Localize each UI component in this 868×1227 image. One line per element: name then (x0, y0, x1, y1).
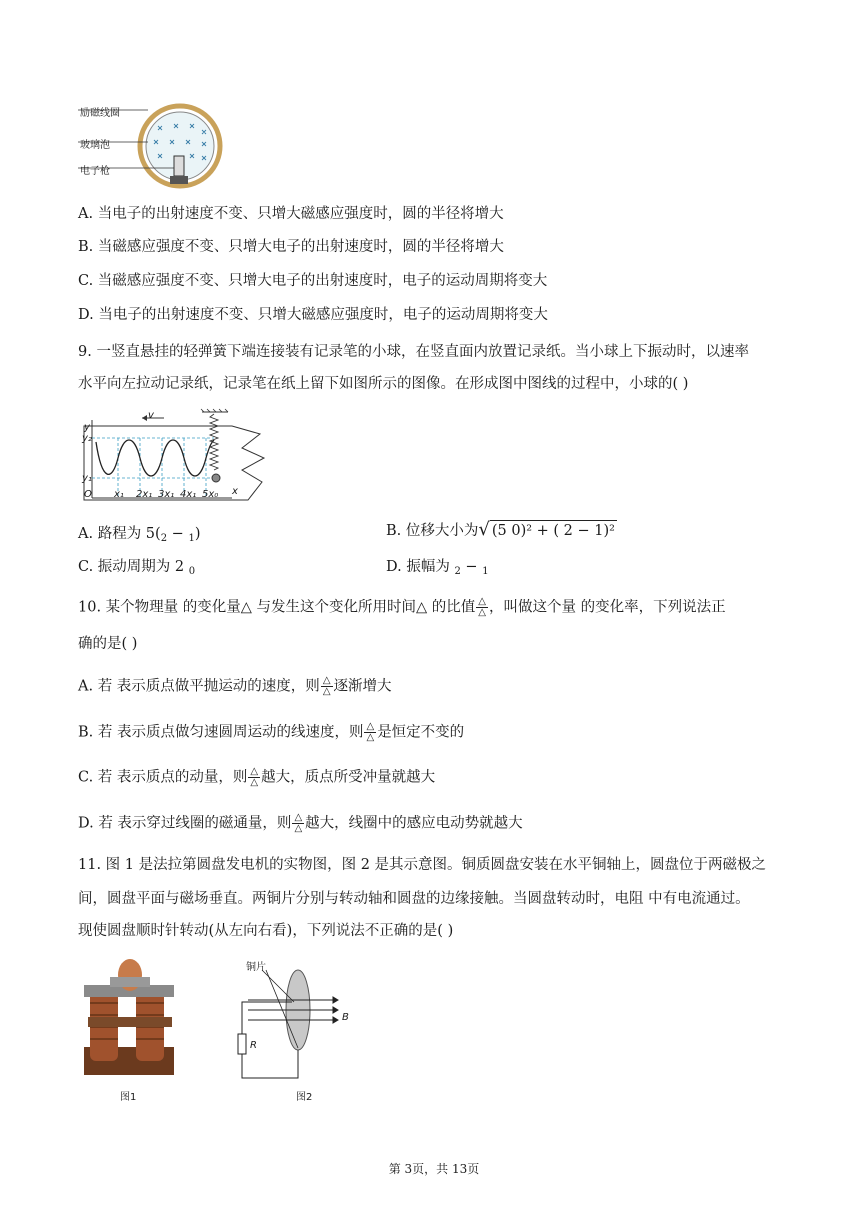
faraday-generator-photo (80, 955, 180, 1083)
q9-option-d: D. 振幅为 $_2$ − $_1$ (386, 559, 489, 577)
ball (212, 474, 220, 482)
q9-option-b: B. 位移大小为√ (5 0)² + ( 2 − 1)² (386, 519, 615, 540)
label-glass-bulb: 玻璃泡 (80, 140, 110, 151)
q9-option-c: C. 振动周期为 2 $_0$ (78, 559, 196, 577)
q10-option-b: B. 若 表示质点做匀速圆周运动的线速度，则 $\frac{\triangle}{\triangle}$ 是恒定不变的 (78, 721, 465, 743)
fraction: $\frac{\triangle}{\triangle}$ (366, 721, 375, 743)
fraction: $\frac{\triangle}{\triangle}$ (294, 812, 303, 834)
q9-option-a: A. 路程为 $5(_2 - _1)$ (78, 526, 201, 544)
tick-3x1: 3x₁ (158, 489, 175, 500)
fig2-label-copper: 铜片 (246, 962, 266, 973)
tick-x1: x₁ (114, 489, 124, 500)
fig2-caption: 图2 (296, 1092, 313, 1103)
q11-stem-line2: 间，圆盘平面与磁场垂直。两铜片分别与转动轴和圆盘的边缘接触。当圆盘转动时，电阻 中有电流通过。 (78, 891, 750, 907)
q10-stem-line1: 10. 某个物理量 的变化量△ 与发生这个变化所用时间△ 的比值 $\frac{\triangle}{\triangle}$ ，叫做这个量 的变化率，下列说法正 (78, 596, 726, 618)
electron-gun (174, 156, 184, 176)
label-v: v (148, 410, 154, 421)
q11-stem-line3: 现使圆盘顺时针转动(从左向右看)，下列说法不正确的是( ) (78, 923, 454, 939)
label-excitation-coil: 励磁线圈 (80, 108, 120, 119)
fig2-label-r: R (250, 1040, 257, 1051)
label-y-axis: y (84, 422, 90, 433)
q8-option-c: C. 当磁感应强度不变、只增大电子的出射速度时，电子的运动周期将变大 (78, 273, 548, 289)
q10-option-c: C. 若 表示质点的动量，则 $\frac{\triangle}{\triangle}$ 越大，质点所受冲量就越大 (78, 766, 436, 788)
fraction: $\frac{\triangle}{\triangle}$ (322, 675, 331, 697)
label-y2: y₂ (82, 433, 92, 444)
tick-5x0: 5x₀ (202, 489, 219, 500)
q11-stem-line1: 11. 图 1 是法拉第圆盘发电机的实物图，图 2 是其示意图。铜质圆盘安装在水平铜轴上，圆盘位于两磁极之 (78, 857, 767, 873)
label-origin: O (84, 489, 92, 500)
fraction: $\frac{\triangle}{\triangle}$ (250, 766, 259, 788)
label-electron-gun: 电子枪 (80, 166, 110, 177)
spring-oscillation-figure (82, 408, 272, 504)
q10-stem-line2: 确的是( ) (78, 636, 138, 652)
resistor-r (238, 1034, 246, 1054)
fig1-caption: 图1 (120, 1092, 137, 1103)
q8-option-a: A. 当电子的出射速度不变、只增大磁感应强度时，圆的半径将增大 (78, 206, 504, 222)
tick-4x1: 4x₁ (180, 489, 197, 500)
fig2-label-b: B (342, 1012, 349, 1023)
label-x-axis: x (232, 486, 238, 497)
q8-option-d: D. 当电子的出射速度不变、只增大磁感应强度时，电子的运动周期将变大 (78, 307, 548, 323)
fraction: $\frac{\triangle}{\triangle}$ (478, 596, 486, 618)
q10-option-d: D. 若 表示穿过线圈的磁通量，则 $\frac{\triangle}{\triangle}$ 越大，线圈中的感应电动势就越大 (78, 812, 523, 834)
tick-2x1: 2x₁ (136, 489, 153, 500)
label-y1: y₁ (82, 473, 92, 484)
q8-option-b: B. 当磁感应强度不变、只增大电子的出射速度时，圆的半径将增大 (78, 239, 504, 255)
sine-trace (96, 440, 214, 476)
q10-option-a: A. 若 表示质点做平抛运动的速度，则 $\frac{\triangle}{\triangle}$ 逐渐增大 (78, 675, 392, 697)
spring (210, 414, 218, 470)
q9-stem-line2: 水平向左拉动记录纸，记录笔在纸上留下如图所示的图像。在形成图中图线的过程中，小球的( ) (78, 376, 689, 392)
page-footer: 第 3页，共 13页 (388, 1162, 480, 1176)
q9-stem-line1: 9. 一竖直悬挂的轻弹簧下端连接装有记录笔的小球，在竖直面内放置记录纸。当小球上下振动时，以速率 (78, 344, 749, 360)
